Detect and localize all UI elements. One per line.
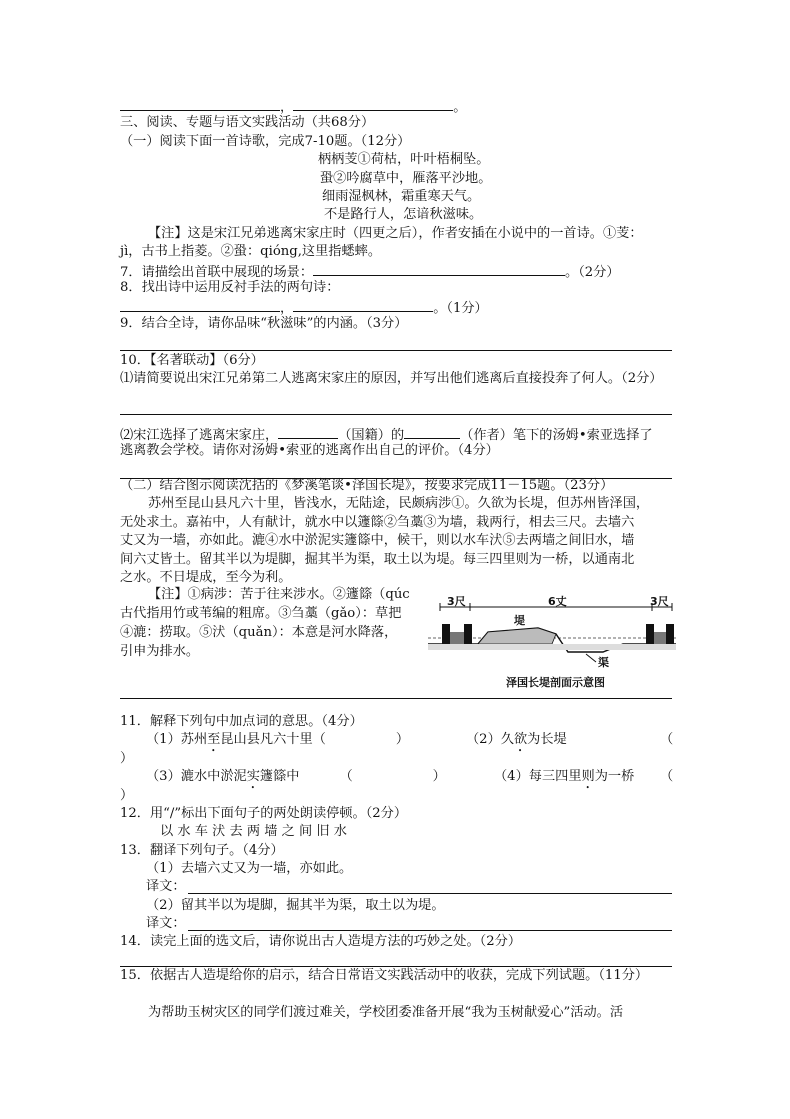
label-3chi-right: 3尺 <box>650 595 669 608</box>
question-11-2: （2）久欲为长堤 <box>466 732 567 747</box>
answer-blank[interactable] <box>293 96 453 111</box>
passage-notes <box>120 586 420 666</box>
answer-blank[interactable] <box>278 424 338 439</box>
poem-line: 不是路行人，怎谙秋滋味。 <box>324 207 483 222</box>
note-line: 【注】①病涉：苦于往来涉水。②籧篨（qúc <box>148 587 410 602</box>
question-11-title: 11．解释下列句中加点词的意思。（4分） <box>120 714 363 729</box>
wall-right <box>646 624 654 644</box>
paren-close: ） <box>120 751 134 766</box>
translation-label: 译文： <box>146 879 186 894</box>
wall-left <box>442 624 450 644</box>
question-14: 14．读完上面的选文后，请你说出古人造堤方法的巧妙之处。（2分） <box>120 934 522 949</box>
answer-line[interactable] <box>120 698 672 699</box>
passage-line: 苏州至昆山县凡六十里，皆浅水，无陆途，民颇病涉①。久欲为长堤，但苏州皆泽国， <box>148 496 650 511</box>
poem-line: 细雨湿枫林，霜重寒天气。 <box>322 189 481 204</box>
question-15-paragraph: 为帮助玉树灾区的同学们渡过难关，学校团委准备开展“我为玉树献爱心”活动。活 <box>148 1005 624 1020</box>
question-13-2: （2）留其半以为堤脚，掘其半为渠，取土以为堤。 <box>146 898 445 913</box>
note-line: ④漉：捞取。⑤汱（quǎn）：本意是河水降落， <box>120 625 398 640</box>
wall-fill-right <box>654 632 666 644</box>
answer-blank[interactable] <box>293 297 433 312</box>
part2-title: （二）结合图示阅读沈括的《梦溪笔谈•泽国长堤》，按要求完成11－15题。（23分） <box>120 478 614 493</box>
note-line: 引申为排水。 <box>120 644 200 659</box>
label-6zhang: 6丈 <box>548 595 567 608</box>
top-answer-row: ， 。 <box>120 96 466 117</box>
passage-line: 之水。不日堤成，至今为利。 <box>120 570 292 585</box>
section-title: 三、阅读、专题与语文实践活动（共68分） <box>120 115 375 130</box>
soil-band <box>428 644 676 650</box>
question-13: 13．翻译下列句子。（4分） <box>120 843 284 858</box>
question-7: 7．请描绘出首联中展现的场景： 。（2分） <box>120 261 620 282</box>
poem-note: jì，古书上指菱。②蛩：qióng,这里指蟋蟀。 <box>120 244 382 259</box>
answer-blank[interactable] <box>120 297 280 312</box>
dike-shape <box>478 628 556 644</box>
canal-pointer <box>586 654 596 662</box>
translation-label: 译文： <box>146 916 186 931</box>
note-line: 古代指用竹或苇编的粗席。③刍藁（gǎo）：草把 <box>120 606 402 621</box>
paren-open[interactable]: （ <box>660 769 674 784</box>
poem-line: 柄柄芰①荷枯，叶叶梧桐坠。 <box>318 152 490 167</box>
passage-line: 丈又为一墙，亦如此。漉④水中淤泥实籧篨中，候干，则以水车汱⑤去两墙之间旧水，墙 <box>120 533 635 548</box>
part1-title: （一）阅读下面一首诗歌，完成7-10题。（12分） <box>120 134 411 149</box>
question-10-2: ⑵宋江选择了逃离宋家庄， （国籍）的 （作者）笔下的汤姆•索亚选择了 <box>120 424 653 445</box>
question-8-answer: ， 。（1分） <box>120 297 488 318</box>
levee-cross-section-diagram <box>428 594 676 692</box>
passage-line: 无处求土。嘉祐中，人有献计，就水中以籧篨②刍藁③为墙，栽两行，相去三尺。去墙六 <box>120 515 635 530</box>
question-13-1: （1）去墙六丈又为一墙，亦如此。 <box>146 861 353 876</box>
question-15: 15．依据古人造堤给你的启示，结合日常语文实践活动中的收获，完成下列试题。（11分） <box>120 968 649 983</box>
question-11-4: （4）每三四里则为一桥 <box>494 769 635 784</box>
label-3chi-left: 3尺 <box>447 595 466 608</box>
diagram-caption: 泽国长堤剖面示意图 <box>506 676 605 689</box>
question-8: 8．找出诗中运用反衬手法的两句诗： <box>120 280 340 295</box>
wall-right-inner <box>666 624 674 644</box>
question-12-sentence[interactable]: 以 水 车 汱 去 两 墙 之 间 旧 水 <box>160 824 347 839</box>
question-10-1: ⑴请简要说出宋江兄弟第二人逃离宋家庄的原因，并写出他们逃离后直接投奔了何人。（2分） <box>120 371 663 386</box>
answer-line[interactable] <box>120 414 672 415</box>
answer-blank[interactable] <box>120 96 280 111</box>
poem-line: 蛩②吟腐草中，雁落平沙地。 <box>320 171 492 186</box>
question-9: 9．结合全诗，请你品味“秋滋味”的内涵。（3分） <box>120 316 408 331</box>
question-10-title: 10．【名著联动】（6分） <box>120 353 264 368</box>
answer-blank[interactable] <box>313 261 565 276</box>
answer-blank[interactable] <box>404 424 460 439</box>
question-11-3: （3）漉水中淤泥实籧篨中 （ ） <box>146 769 446 784</box>
label-canal: 渠 <box>598 656 609 669</box>
translation-line[interactable] <box>188 893 672 894</box>
translation-line[interactable] <box>188 930 672 931</box>
poem-note: 【注】这是宋江兄弟逃离宋家庄时（四更之后），作者安插在小说中的一首诗。①芰： <box>148 226 643 241</box>
answer-line[interactable] <box>120 350 672 351</box>
paren-close: ） <box>120 788 134 803</box>
wall-fill-left <box>450 632 464 644</box>
passage-line: 间六丈皆土。留其半以为堤脚，掘其半为渠，取土以为堤。每三四里则为一桥，以通南北 <box>120 552 635 567</box>
label-dike: 堤 <box>514 614 525 627</box>
question-12: 12．用“/”标出下面句子的两处朗读停顿。（2分） <box>120 806 408 821</box>
wall-left-inner <box>464 624 472 644</box>
question-11-1: （1）苏州至昆山县凡六十里（ ） <box>146 732 410 747</box>
question-10-2-line2: 逃离教会学校。请你对汤姆•索亚的逃离作出自己的评价。（4分） <box>120 443 499 458</box>
paren-open[interactable]: （ <box>660 732 674 747</box>
levee-diagram-svg <box>428 594 676 692</box>
